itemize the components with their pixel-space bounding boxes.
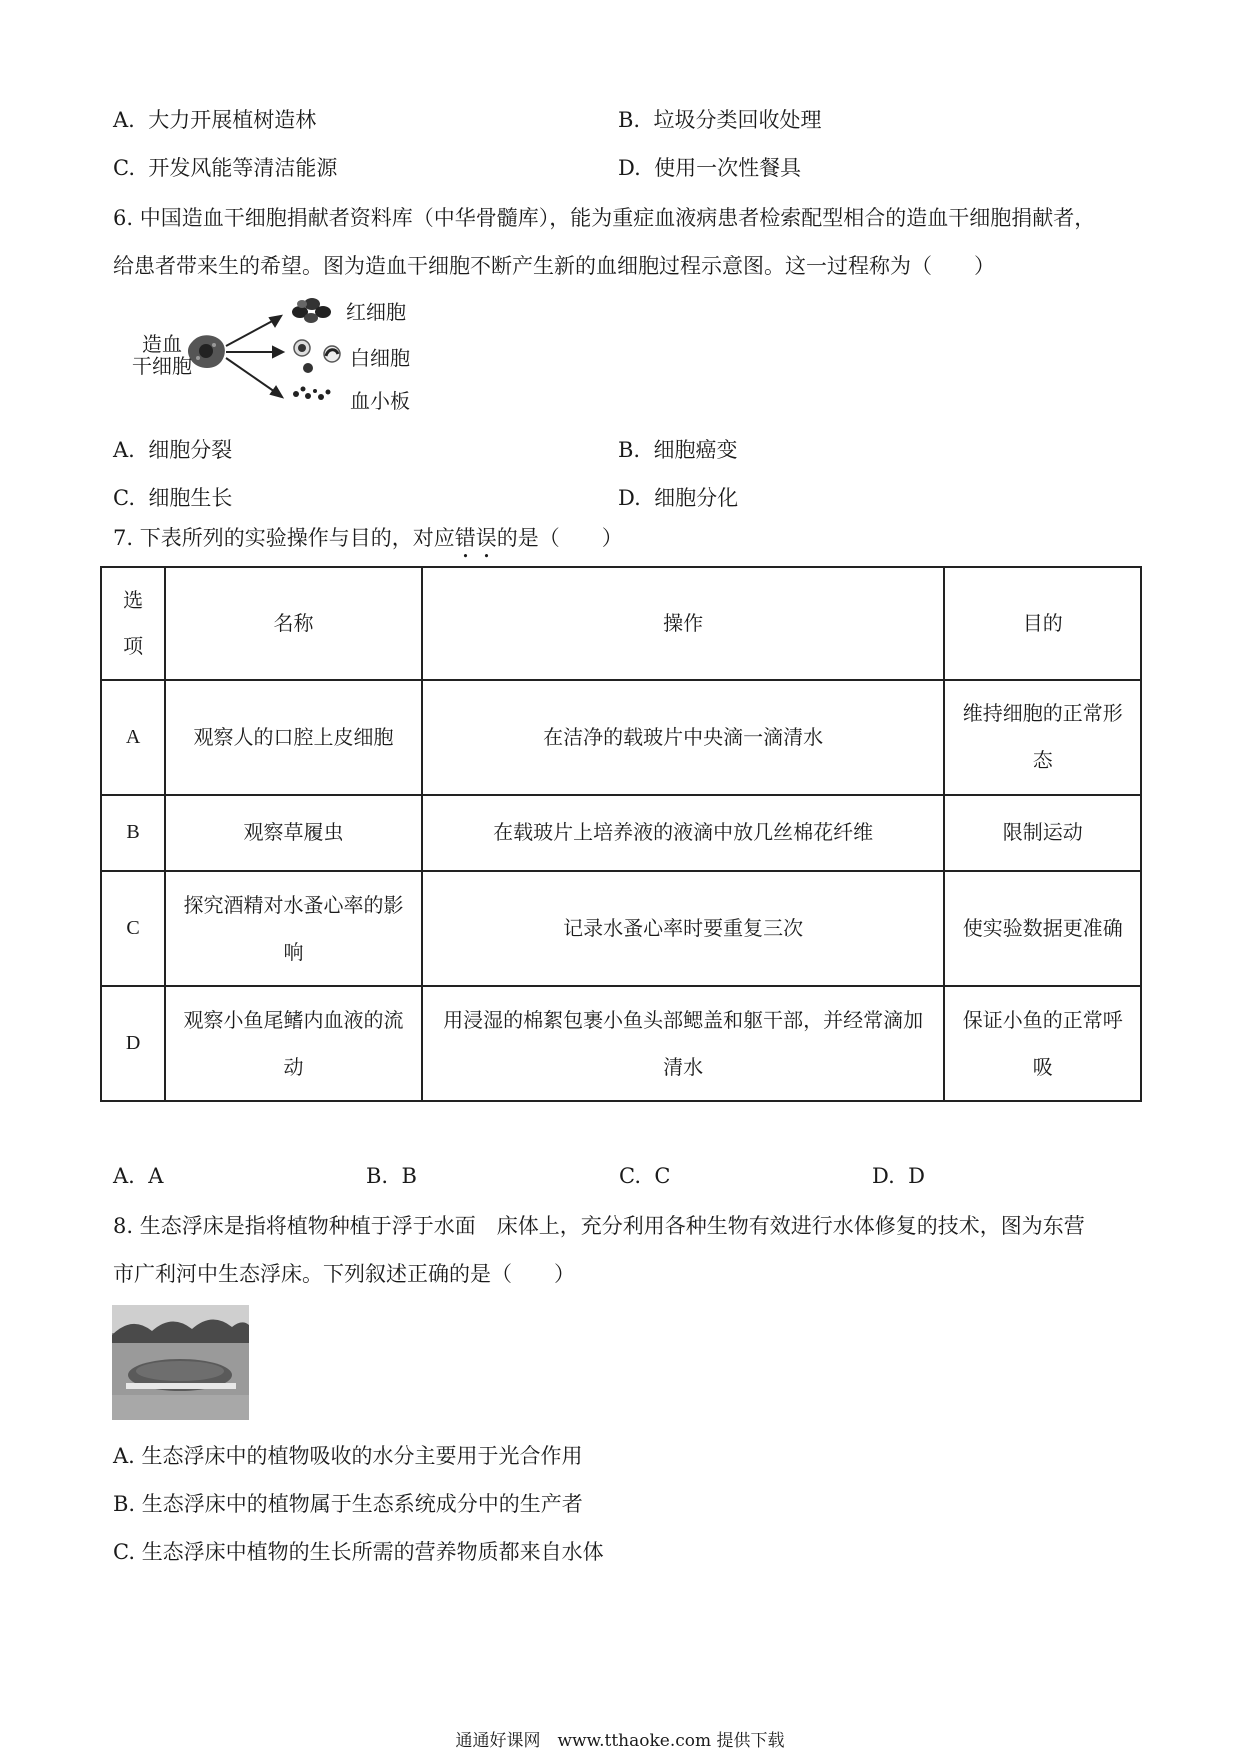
q8-stem-line-2: 市广利河中生态浮床。下列叙述正确的是（ ）: [113, 1262, 575, 1286]
option-text: 细胞分化: [654, 486, 739, 510]
option-text: A: [148, 1164, 164, 1188]
label-white-blood-cell: 白细胞: [350, 346, 410, 370]
cell-operation: 记录水蚤心率时要重复三次: [422, 871, 945, 986]
q6-option-d[interactable]: [618, 482, 738, 512]
option-text: 开发风能等清洁能源: [148, 156, 338, 180]
option-text: 垃圾分类回收处理: [653, 108, 822, 132]
cell-operation: 在洁净的载玻片中央滴一滴清水: [422, 680, 945, 795]
table-row: [101, 986, 1141, 1101]
option-text: 大力开展植树造林: [148, 108, 317, 132]
q6-stem-line-2: 给患者带来生的希望。图为造血干细胞不断产生新的血细胞过程示意图。这一过程称为（ ）: [113, 254, 995, 278]
cell-option: D: [101, 986, 165, 1101]
option-key: C.: [113, 1540, 135, 1564]
cell-operation: 用浸湿的棉絮包裹小鱼头部鳃盖和躯干部，并经常滴加清水: [422, 986, 945, 1101]
option-text: 细胞癌变: [653, 438, 738, 462]
q7-stem-prefix: 7. 下表所列的实验操作与目的，对应: [113, 526, 455, 550]
option-text: C: [654, 1164, 671, 1188]
q5-option-b[interactable]: [618, 104, 821, 134]
cell-name: 观察小鱼尾鳍内血液的流动: [165, 986, 422, 1101]
cell-option: B: [101, 795, 165, 872]
q6-option-a[interactable]: [113, 434, 232, 464]
q8-option-c[interactable]: [113, 1536, 604, 1566]
floating-bed-image: [112, 1305, 249, 1420]
cell-option: C: [101, 871, 165, 986]
option-text: D: [908, 1164, 925, 1188]
header-purpose: 目的: [944, 567, 1141, 680]
q8-option-a[interactable]: [113, 1440, 583, 1470]
cell-purpose: 限制运动: [944, 795, 1141, 872]
q8-stem-line-1: 8. 生态浮床是指将植物种植于浮于水面 床体上，充分利用各种生物有效进行水体修复的技术，图为东营: [113, 1214, 1085, 1238]
option-key: C.: [113, 486, 135, 510]
cell-option: A: [101, 680, 165, 795]
stem-cell-label-line-1: 造血: [142, 332, 182, 356]
q8-stem: [113, 1202, 1128, 1298]
white-blood-cell-icon: [294, 340, 340, 373]
option-key: B.: [113, 1492, 136, 1516]
option-text: 细胞分裂: [148, 438, 233, 462]
platelet-icon: [293, 387, 331, 401]
q5-option-a[interactable]: [113, 104, 316, 134]
q6-option-c[interactable]: [113, 482, 232, 512]
label-red-blood-cell: 红细胞: [346, 300, 406, 324]
stem-cell-icon: [188, 335, 225, 368]
stem-cell-diagram: [118, 290, 438, 425]
stem-cell-label-line-2: 干细胞: [132, 354, 192, 378]
option-text: 生态浮床中的植物吸收的水分主要用于光合作用: [141, 1444, 583, 1468]
header-option: 选项: [101, 567, 165, 680]
label-platelet: 血小板: [350, 389, 410, 413]
q7-stem-suffix: 的是（ ）: [496, 526, 623, 550]
experiment-table: [100, 566, 1142, 1102]
q7-option-b[interactable]: [366, 1164, 417, 1188]
cell-purpose: 保证小鱼的正常呼吸: [944, 986, 1141, 1101]
q6-stem-line-1: 6. 中国造血干细胞捐献者资料库（中华骨髓库），能为重症血液病患者检索配型相合的造血干细胞捐献者，: [113, 206, 1096, 230]
table-row: [101, 871, 1141, 986]
option-key: A.: [113, 1444, 135, 1468]
option-key: D.: [872, 1164, 895, 1188]
option-key: A.: [113, 438, 135, 462]
option-key: D.: [618, 156, 641, 180]
q7-option-c[interactable]: [619, 1164, 670, 1188]
option-text: 生态浮床中植物的生长所需的营养物质都来自水体: [141, 1540, 604, 1564]
option-key: D.: [618, 486, 641, 510]
q7-option-a[interactable]: [113, 1164, 163, 1188]
cell-operation: 在载玻片上培养液的液滴中放几丝棉花纤维: [422, 795, 945, 872]
q6-stem: [113, 194, 1128, 290]
option-text: 细胞生长: [148, 486, 233, 510]
cell-purpose: 维持细胞的正常形态: [944, 680, 1141, 795]
table-row: [101, 795, 1141, 872]
floating-bed-photo: [112, 1305, 249, 1420]
diagram-arrows: [226, 316, 283, 397]
header-name: 名称: [165, 567, 422, 680]
option-key: B.: [366, 1164, 389, 1188]
option-text: B: [401, 1164, 417, 1188]
q7-option-d[interactable]: [872, 1164, 925, 1188]
option-text: 生态浮床中的植物属于生态系统成分中的生产者: [141, 1492, 583, 1516]
option-key: C.: [619, 1164, 641, 1188]
q6-option-b[interactable]: [618, 434, 737, 464]
table-header-row: [101, 567, 1141, 680]
cell-name: 观察草履虫: [165, 795, 422, 872]
q8-option-b[interactable]: [113, 1488, 583, 1518]
option-text: 使用一次性餐具: [654, 156, 802, 180]
cell-name: 观察人的口腔上皮细胞: [165, 680, 422, 795]
cell-name: 探究酒精对水蚤心率的影响: [165, 871, 422, 986]
q7-stem: [113, 522, 623, 563]
q5-option-d[interactable]: [618, 152, 801, 182]
cell-purpose: 使实验数据更准确: [944, 871, 1141, 986]
table-row: [101, 680, 1141, 795]
option-key: A.: [113, 1164, 135, 1188]
red-blood-cell-icon: [292, 298, 331, 323]
stem-cell-label: [132, 333, 192, 377]
page-footer: 通通好课网 www.tthaoke.com 提供下载: [455, 1731, 785, 1751]
header-operation: 操作: [422, 567, 945, 680]
option-key: A.: [113, 108, 135, 132]
q7-stem-emphasis: 错误: [454, 526, 497, 550]
q5-option-c[interactable]: [113, 152, 337, 182]
option-key: C.: [113, 156, 135, 180]
option-key: B.: [618, 438, 641, 462]
option-key: B.: [618, 108, 641, 132]
